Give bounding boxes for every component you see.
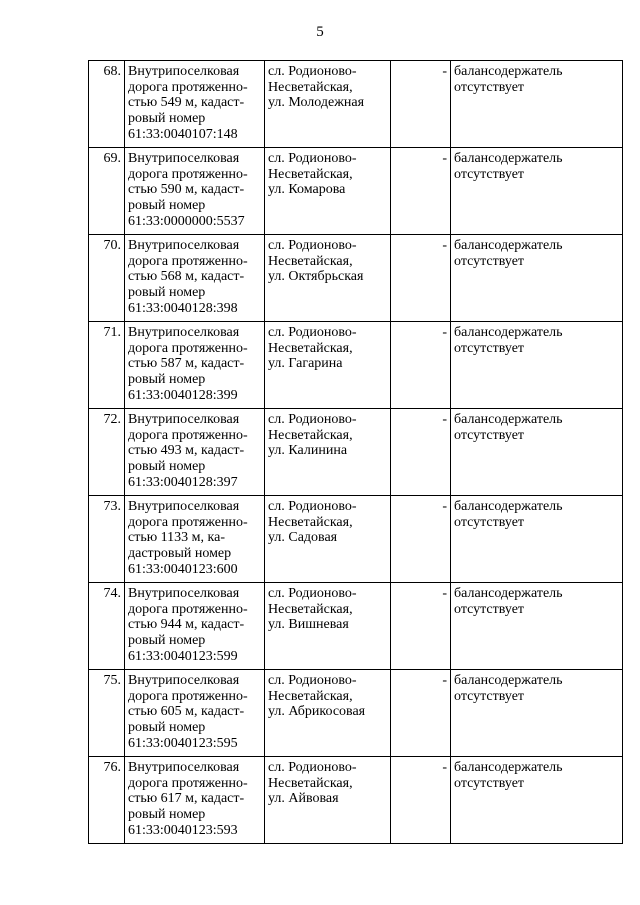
object-name-line: стью 1133 м, ка-	[128, 530, 225, 546]
object-name-line: стью 587 м, кадаст-	[128, 356, 245, 372]
address-line: сл. Родионово-	[268, 499, 357, 514]
owner-line: балансодержатель	[454, 151, 563, 166]
object-name-line: дорога протяженно-	[128, 688, 248, 704]
object-name-line: 61:33:0040107:148	[128, 126, 238, 142]
owner-line: балансодержатель	[454, 586, 563, 601]
object-name-line: ровый номер	[128, 807, 206, 823]
owner-cell	[451, 670, 623, 757]
empty-value-dash: -	[442, 325, 447, 340]
address-line: ул. Абрикосовая	[268, 704, 366, 720]
address-line: сл. Родионово-	[268, 64, 357, 79]
address-line: ул. Калинина	[268, 443, 348, 459]
empty-value-dash: -	[442, 64, 447, 79]
road-registry-table	[88, 60, 623, 844]
object-name-line: Внутрипоселковая	[128, 586, 240, 601]
object-name-line: 61:33:0040128:399	[128, 387, 238, 403]
empty-value-dash: -	[442, 499, 447, 514]
object-name-cell	[125, 148, 265, 235]
row-number: 69.	[103, 151, 121, 166]
address-cell	[265, 235, 391, 322]
row-number-cell	[89, 496, 125, 583]
object-name-line: 61:33:0040123:599	[128, 648, 238, 664]
object-name-line: дорога протяженно-	[128, 166, 248, 182]
owner-cell	[451, 235, 623, 322]
table-row	[89, 583, 623, 670]
object-name-line: дорога протяженно-	[128, 340, 248, 356]
object-name-line: стью 568 м, кадаст-	[128, 269, 245, 285]
row-number: 71.	[103, 325, 121, 340]
row-number-cell	[89, 322, 125, 409]
empty-value-cell	[391, 496, 451, 583]
object-name-line: ровый номер	[128, 459, 206, 475]
row-number: 74.	[103, 586, 121, 601]
object-name-line: Внутрипоселковая	[128, 412, 240, 427]
object-name-cell	[125, 235, 265, 322]
empty-value-dash: -	[442, 238, 447, 253]
address-line: ул. Айвовая	[268, 791, 339, 807]
owner-line: балансодержатель	[454, 673, 563, 688]
object-name-line: Внутрипоселковая	[128, 499, 240, 514]
table-row	[89, 670, 623, 757]
owner-cell	[451, 496, 623, 583]
owner-cell	[451, 148, 623, 235]
owner-line: балансодержатель	[454, 238, 563, 253]
owner-line: балансодержатель	[454, 499, 563, 514]
object-name-line: ровый номер	[128, 111, 206, 127]
object-name-line: стью 493 м, кадаст-	[128, 443, 245, 459]
address-line: Несветайская,	[268, 253, 353, 269]
row-number-cell	[89, 61, 125, 148]
row-number-cell	[89, 148, 125, 235]
object-name-line: 61:33:0040128:397	[128, 474, 238, 490]
address-line: сл. Родионово-	[268, 325, 357, 340]
address-line: Несветайская,	[268, 514, 353, 530]
object-name-cell	[125, 583, 265, 670]
object-name-line: стью 944 м, кадаст-	[128, 617, 245, 633]
row-number: 72.	[103, 412, 121, 427]
object-name-line: 61:33:0040128:398	[128, 300, 238, 316]
object-name-line: стью 605 м, кадаст-	[128, 704, 245, 720]
object-name-line: 61:33:0040123:595	[128, 735, 238, 751]
table-row	[89, 409, 623, 496]
object-name-cell	[125, 409, 265, 496]
row-number-cell	[89, 409, 125, 496]
empty-value-cell	[391, 148, 451, 235]
address-line: Несветайская,	[268, 688, 353, 704]
page-number: 5	[316, 24, 324, 40]
object-name-line: Внутрипоселковая	[128, 64, 240, 79]
object-name-line: дастровый номер	[128, 546, 232, 562]
empty-value-cell	[391, 61, 451, 148]
table-row	[89, 61, 623, 148]
address-line: сл. Родионово-	[268, 673, 357, 688]
object-name-line: стью 617 м, кадаст-	[128, 791, 245, 807]
owner-line: отсутствует	[454, 514, 525, 530]
address-line: сл. Родионово-	[268, 586, 357, 601]
object-name-line: Внутрипоселковая	[128, 673, 240, 688]
empty-value-cell	[391, 583, 451, 670]
object-name-line: 61:33:0040123:593	[128, 822, 238, 838]
address-line: Несветайская,	[268, 166, 353, 182]
owner-cell	[451, 409, 623, 496]
object-name-line: ровый номер	[128, 720, 206, 736]
table-row	[89, 148, 623, 235]
address-cell	[265, 61, 391, 148]
address-line: сл. Родионово-	[268, 412, 357, 427]
empty-value-cell	[391, 235, 451, 322]
object-name-cell	[125, 670, 265, 757]
address-line: сл. Родионово-	[268, 151, 357, 166]
address-line: ул. Октябрьская	[268, 269, 364, 285]
empty-value-dash: -	[442, 151, 447, 166]
object-name-line: ровый номер	[128, 285, 206, 301]
address-cell	[265, 148, 391, 235]
owner-line: балансодержатель	[454, 760, 563, 775]
address-line: ул. Вишневая	[268, 617, 349, 633]
row-number-cell	[89, 670, 125, 757]
object-name-line: дорога протяженно-	[128, 514, 248, 530]
address-line: ул. Комарова	[268, 182, 346, 198]
registry-body	[89, 61, 623, 844]
object-name-line: Внутрипоселковая	[128, 151, 240, 166]
table-row	[89, 322, 623, 409]
object-name-line: стью 549 м, кадаст-	[128, 95, 245, 111]
owner-cell	[451, 322, 623, 409]
empty-value-dash: -	[442, 412, 447, 427]
owner-line: балансодержатель	[454, 64, 563, 79]
owner-line: отсутствует	[454, 601, 525, 617]
address-line: ул. Молодежная	[268, 95, 365, 111]
address-line: Несветайская,	[268, 601, 353, 617]
empty-value-dash: -	[442, 760, 447, 775]
owner-cell	[451, 583, 623, 670]
address-line: ул. Гагарина	[268, 356, 343, 372]
row-number: 76.	[103, 760, 121, 775]
owner-cell	[451, 757, 623, 844]
row-number: 68.	[103, 64, 121, 79]
owner-line: отсутствует	[454, 79, 525, 95]
owner-line: отсутствует	[454, 166, 525, 182]
object-name-line: дорога протяженно-	[128, 79, 248, 95]
address-line: сл. Родионово-	[268, 238, 357, 253]
empty-value-cell	[391, 757, 451, 844]
table-row	[89, 757, 623, 844]
owner-line: отсутствует	[454, 253, 525, 269]
owner-line: отсутствует	[454, 775, 525, 791]
address-line: Несветайская,	[268, 79, 353, 95]
address-cell	[265, 670, 391, 757]
owner-line: балансодержатель	[454, 325, 563, 340]
address-line: Несветайская,	[268, 427, 353, 443]
table-row	[89, 235, 623, 322]
empty-value-cell	[391, 409, 451, 496]
object-name-line: стью 590 м, кадаст-	[128, 182, 245, 198]
object-name-cell	[125, 757, 265, 844]
object-name-line: дорога протяженно-	[128, 601, 248, 617]
empty-value-dash: -	[442, 673, 447, 688]
object-name-line: Внутрипоселковая	[128, 238, 240, 253]
owner-line: балансодержатель	[454, 412, 563, 427]
empty-value-cell	[391, 670, 451, 757]
row-number: 70.	[103, 238, 121, 253]
object-name-line: ровый номер	[128, 198, 206, 214]
owner-line: отсутствует	[454, 688, 525, 704]
address-line: ул. Садовая	[268, 530, 338, 546]
table-row	[89, 496, 623, 583]
object-name-line: дорога протяженно-	[128, 775, 248, 791]
object-name-line: дорога протяженно-	[128, 253, 248, 269]
row-number-cell	[89, 757, 125, 844]
address-line: сл. Родионово-	[268, 760, 357, 775]
row-number: 75.	[103, 673, 121, 688]
object-name-line: 61:33:0040123:600	[128, 561, 238, 577]
address-line: Несветайская,	[268, 775, 353, 791]
address-cell	[265, 583, 391, 670]
object-name-cell	[125, 496, 265, 583]
object-name-line: ровый номер	[128, 372, 206, 388]
owner-cell	[451, 61, 623, 148]
object-name-line: Внутрипоселковая	[128, 325, 240, 340]
object-name-line: Внутрипоселковая	[128, 760, 240, 775]
address-cell	[265, 496, 391, 583]
owner-line: отсутствует	[454, 427, 525, 443]
owner-line: отсутствует	[454, 340, 525, 356]
address-cell	[265, 322, 391, 409]
object-name-line: 61:33:0000000:5537	[128, 213, 245, 229]
address-line: Несветайская,	[268, 340, 353, 356]
object-name-cell	[125, 61, 265, 148]
address-cell	[265, 757, 391, 844]
address-cell	[265, 409, 391, 496]
row-number: 73.	[103, 499, 121, 514]
empty-value-cell	[391, 322, 451, 409]
row-number-cell	[89, 235, 125, 322]
object-name-cell	[125, 322, 265, 409]
object-name-line: ровый номер	[128, 633, 206, 649]
object-name-line: дорога протяженно-	[128, 427, 248, 443]
row-number-cell	[89, 583, 125, 670]
empty-value-dash: -	[442, 586, 447, 601]
